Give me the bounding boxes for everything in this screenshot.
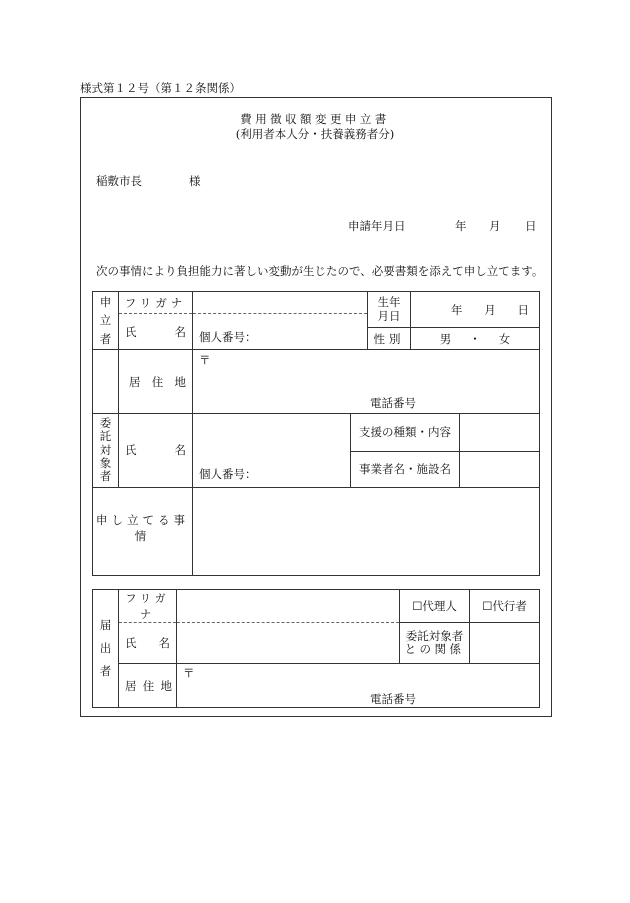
addressee-honorific: 様 [189, 174, 201, 188]
notifier-side-char-3: 者 [99, 664, 112, 678]
notifier-furigana-label: フリガナ [119, 590, 177, 623]
applicant-phone-label: 電話番号 [370, 396, 416, 410]
applicant-postal-mark: 〒 [199, 353, 211, 367]
application-date-year[interactable]: 年 [455, 219, 467, 233]
proxy-checkbox[interactable]: ☐代行者 [470, 590, 540, 623]
applicant-table [92, 291, 540, 414]
target-name-label [119, 414, 193, 487]
applicant-side-char-1: 申 [99, 294, 112, 309]
gender-female-option[interactable]: 女 [498, 331, 511, 346]
form-title: 費用徴収額変更申立書 [240, 112, 390, 126]
birth-day-label: 日 [517, 302, 529, 317]
facility-field[interactable] [460, 451, 540, 487]
birth-label-line-1: 生年 [377, 295, 401, 310]
applicant-side-continued [93, 350, 119, 414]
gender-male-option[interactable]: 男 [439, 331, 452, 346]
notifier-phone-label: 電話番号 [370, 692, 416, 706]
target-side-char-1: 委 [99, 416, 112, 431]
address-label-char-2: 住 [151, 374, 164, 389]
notifier-name-field[interactable] [177, 623, 400, 664]
support-type-label: 支援の種類・内容 [351, 414, 460, 451]
target-name-char-1: 氏 [125, 443, 137, 458]
target-side-char-3: 対 [99, 442, 112, 457]
applicant-birth-field[interactable] [411, 292, 540, 328]
support-type-field[interactable] [460, 414, 540, 451]
reason-field[interactable] [193, 487, 540, 575]
notifier-side-char-1: 届 [99, 618, 112, 632]
notifier-name-label [119, 623, 177, 664]
applicant-personal-number-label: 個人番号： [199, 330, 257, 344]
notifier-name-char-2: 名 [158, 636, 170, 650]
form-number: 様式第１２号（第１２条関係） [80, 81, 241, 95]
target-personal-number-label: 個人番号： [199, 466, 257, 481]
applicant-address-field[interactable] [193, 350, 540, 414]
applicant-side-char-3: 者 [99, 331, 112, 346]
target-side-label [93, 414, 119, 487]
relation-label-line-2: との関係 [404, 642, 465, 656]
addressee-mayor: 稲敷市長 [96, 174, 142, 188]
applicant-name-label [119, 314, 193, 350]
notifier-furigana-field[interactable] [177, 590, 400, 623]
target-side-char-5: 者 [99, 469, 112, 484]
notifier-address-field[interactable] [177, 664, 540, 708]
applicant-furigana-field[interactable] [193, 292, 368, 314]
notifier-address-label [119, 664, 177, 708]
gender-separator: ・ [469, 331, 481, 346]
application-date-month[interactable]: 月 [489, 219, 501, 233]
statement-text: 次の事情により負担能力に著しい変動が生じたので、必要書類を添えて申し立てます。 [96, 264, 544, 278]
relation-field[interactable] [470, 623, 540, 664]
application-date-label: 申請年月日 [348, 219, 406, 233]
agent-checkbox[interactable]: ☐代理人 [400, 590, 470, 623]
target-table [92, 414, 540, 576]
notifier-address-char-1: 居 [125, 678, 137, 693]
birth-label-line-2: 月日 [377, 308, 401, 323]
application-date-day[interactable]: 日 [525, 219, 537, 233]
address-label-char-1: 居 [129, 374, 141, 389]
applicant-furigana-label: フリガナ [119, 292, 193, 314]
applicant-name-field[interactable] [193, 314, 368, 350]
notifier-name-char-1: 氏 [125, 636, 137, 650]
target-name-char-2: 名 [174, 443, 186, 458]
applicant-gender-label: 性別 [368, 328, 411, 350]
target-side-char-4: 象 [99, 455, 112, 470]
birth-year-label: 年 [451, 302, 463, 317]
relation-label-line-1: 委託対象者 [405, 628, 464, 643]
notifier-postal-mark: 〒 [183, 666, 195, 680]
name-label-char-1: 氏 [125, 324, 137, 339]
notifier-address-char-2: 住 [142, 678, 155, 693]
notifier-address-char-3: 地 [160, 678, 172, 693]
applicant-side-char-2: 立 [99, 313, 112, 328]
applicant-address-label [119, 350, 193, 414]
birth-month-label: 月 [484, 302, 496, 317]
applicant-gender-field[interactable] [411, 328, 540, 350]
notifier-side-label [93, 590, 119, 708]
applicant-birth-label [368, 292, 411, 328]
relation-label [400, 623, 470, 664]
target-name-field[interactable] [193, 414, 351, 487]
name-label-char-2: 名 [174, 324, 186, 339]
notifier-table [92, 589, 540, 708]
reason-label: 申し立てる事情 [93, 487, 193, 575]
address-label-char-3: 地 [174, 374, 186, 389]
target-side-char-2: 託 [99, 429, 112, 444]
facility-label: 事業者名・施設名 [351, 451, 460, 487]
applicant-side-label [93, 292, 119, 350]
notifier-side-char-2: 出 [99, 641, 112, 655]
form-subtitle: (利用者本人分・扶養義務者分) [235, 127, 395, 141]
